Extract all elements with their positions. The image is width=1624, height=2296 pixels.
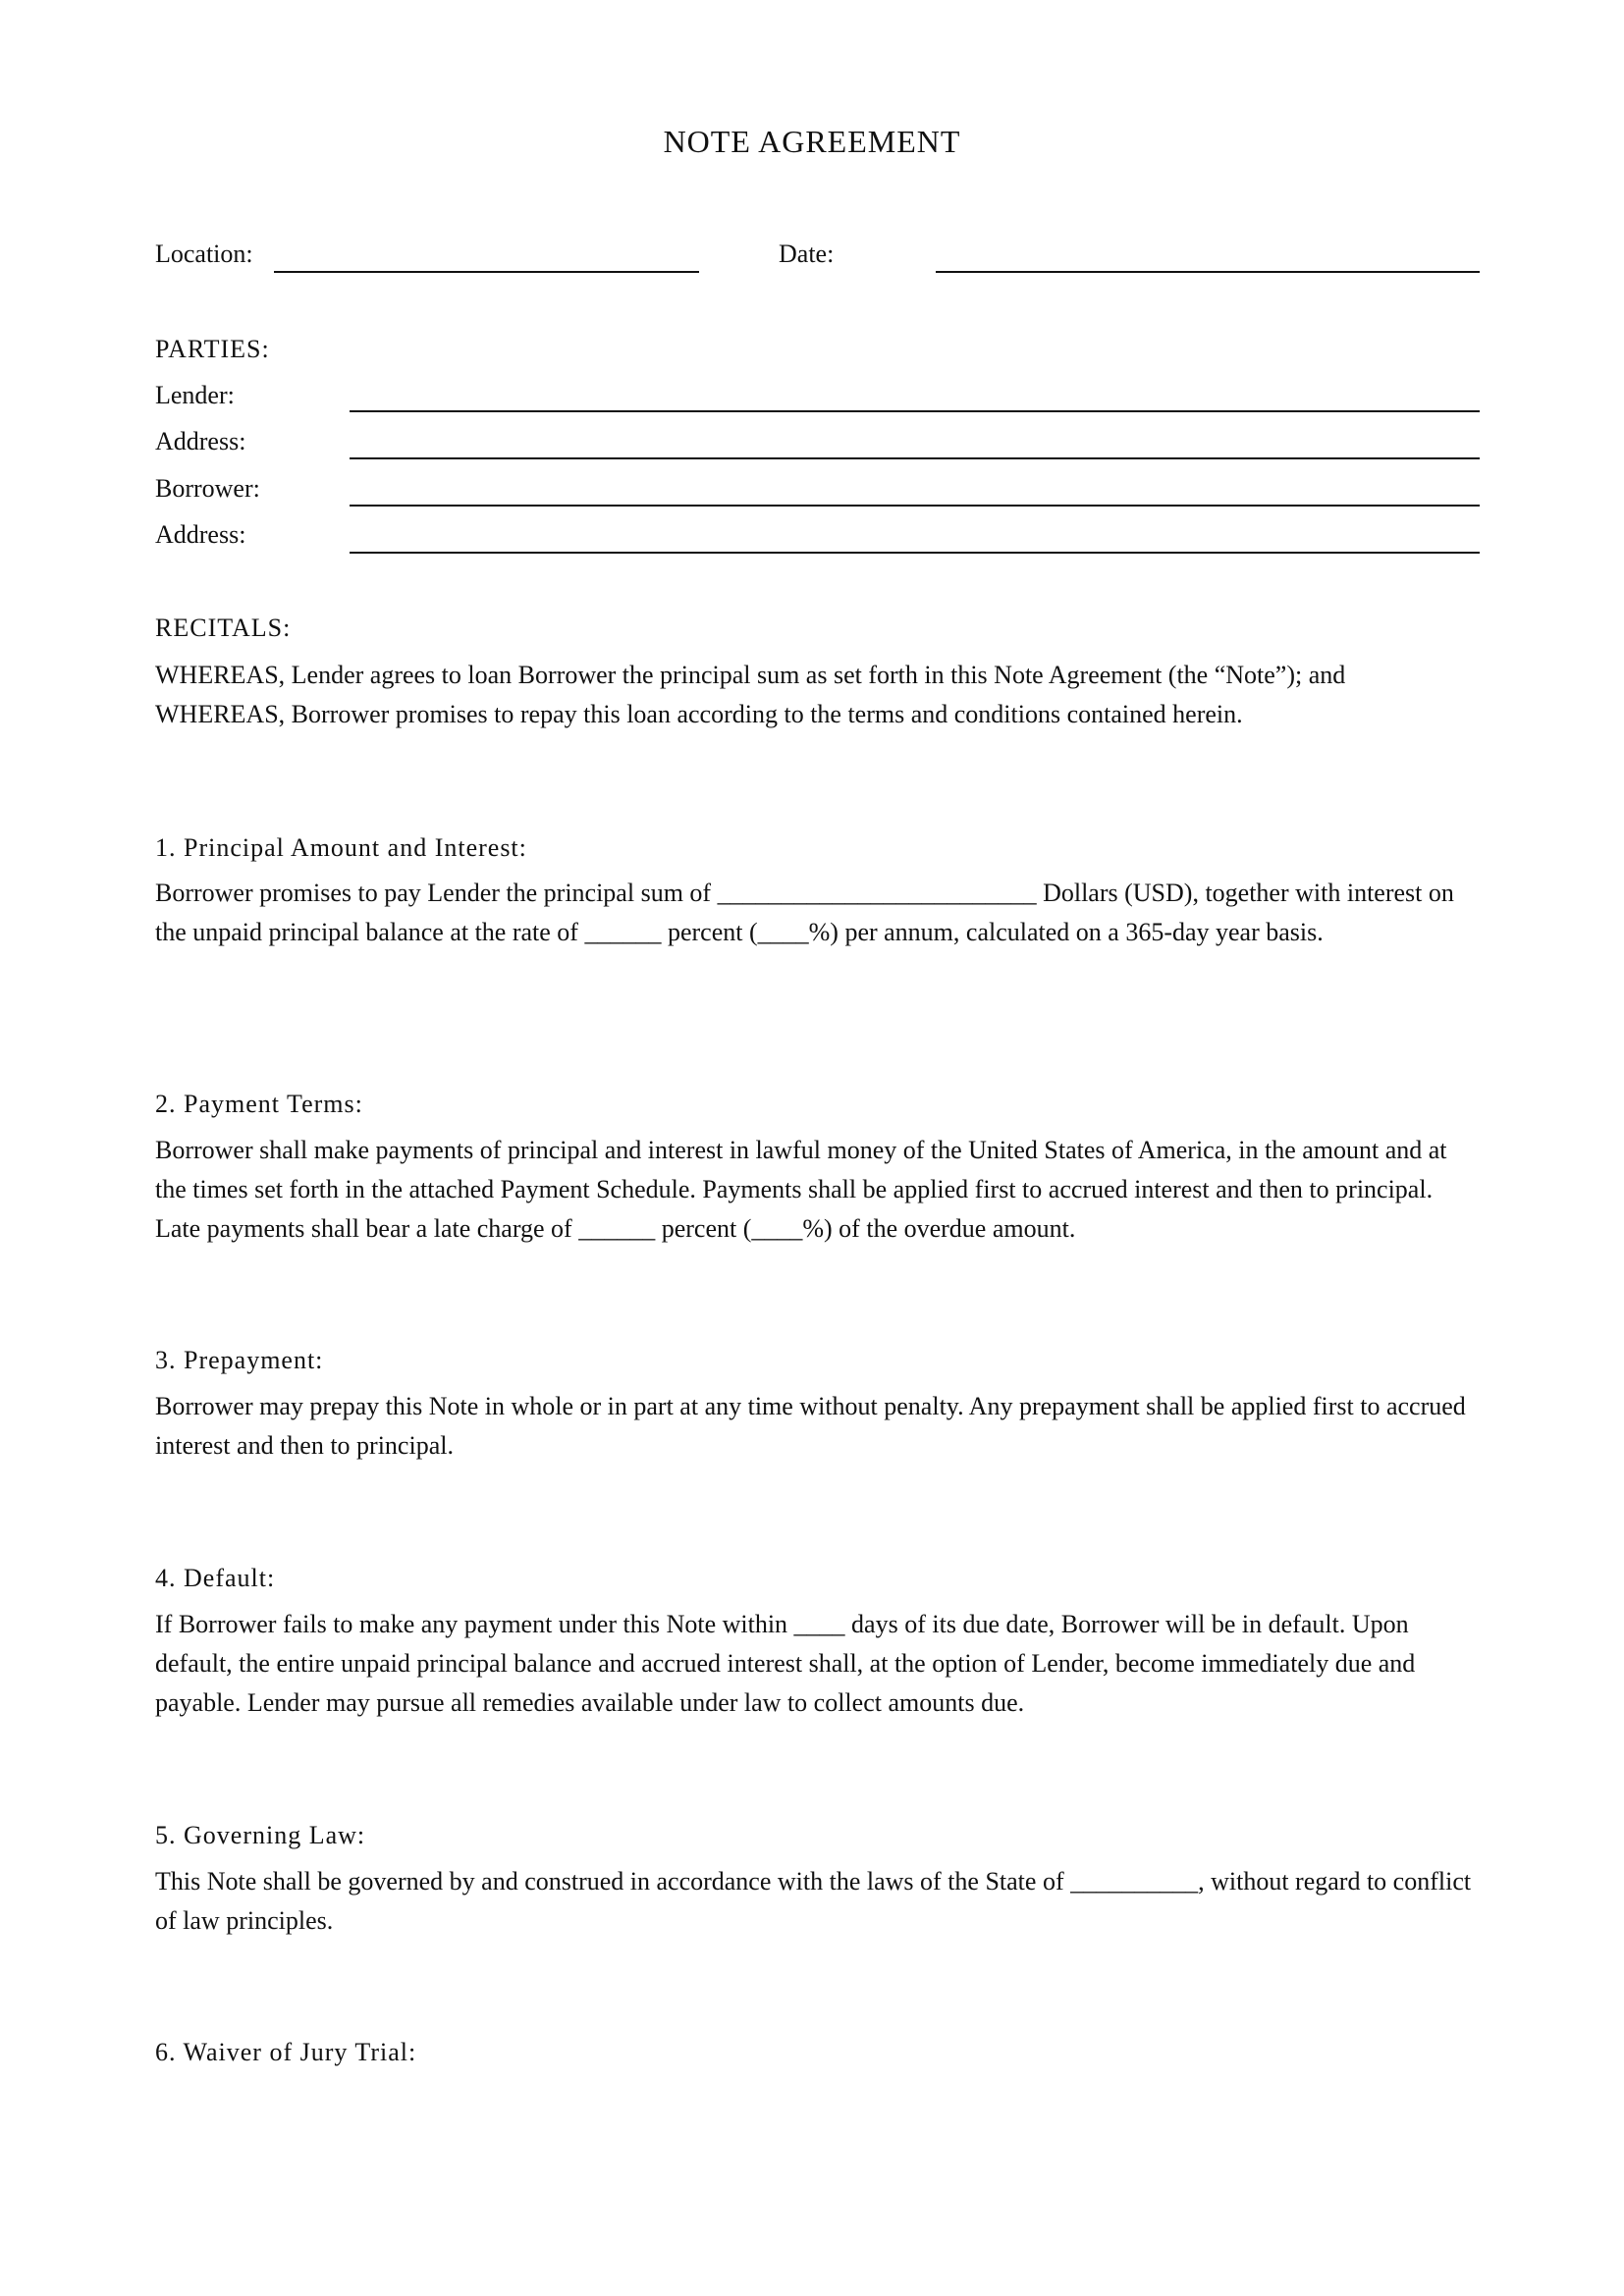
- lender-address-label: Address:: [155, 427, 246, 455]
- section-3-body: Borrower may prepay this Note in whole or in part at any time without penalty. Any prepayment shall be applied first to accrued interest and then to principal.: [155, 1392, 1466, 1460]
- section-2-heading: 2. Payment Terms:: [155, 1090, 363, 1118]
- section-1-heading: 1. Principal Amount and Interest:: [155, 833, 527, 862]
- borrower-label: Borrower:: [155, 474, 260, 503]
- section-5-heading: 5. Governing Law:: [155, 1821, 366, 1849]
- date-field[interactable]: [936, 271, 1480, 273]
- section-4-heading: 4. Default:: [155, 1564, 276, 1592]
- lender-label: Lender:: [155, 381, 235, 409]
- location-label: Location:: [155, 240, 253, 268]
- section-3-heading: 3. Prepayment:: [155, 1346, 324, 1374]
- recitals-heading: RECITALS:: [155, 614, 292, 642]
- parties-heading: PARTIES:: [155, 335, 270, 363]
- section-5-body: This Note shall be governed by and construed in accordance with the laws of the State of __________, without regard to conflict of law principles.: [155, 1867, 1472, 1935]
- date-label: Date:: [779, 240, 835, 268]
- section-6-heading: 6. Waiver of Jury Trial:: [155, 2038, 417, 2066]
- lender-address-field[interactable]: [350, 457, 1480, 459]
- recitals-body: [155, 656, 1483, 734]
- recital-line-1: WHEREAS, Lender agrees to loan Borrower the principal sum as set forth in this Note Agreement (the “Note”); and: [155, 661, 1346, 689]
- borrower-address-field[interactable]: [350, 552, 1480, 554]
- borrower-field[interactable]: [350, 505, 1480, 507]
- recital-line-2: WHEREAS, Borrower promises to repay this loan according to the terms and conditions contained herein.: [155, 700, 1243, 728]
- location-field[interactable]: [274, 271, 699, 273]
- document-title: NOTE AGREEMENT: [663, 124, 961, 159]
- lender-field[interactable]: [350, 410, 1480, 412]
- section-2-body: Borrower shall make payments of principal and interest in lawful money of the United States of America, in the amount and at the times set forth in the attached Payment Schedule. Payments shall be applied first to accrued interest and then to principal. Late payments shall bear a late charge of ______ percent (____%) of the overdue amount.: [155, 1136, 1447, 1243]
- borrower-address-label: Address:: [155, 520, 246, 549]
- section-1-body: Borrower promises to pay Lender the principal sum of _________________________ Dollars (USD), together with interest on the unpaid principal balance at the rate of ______ percent (____%) per annum, calculated on a 365-day year basis.: [155, 879, 1454, 946]
- section-4-body: If Borrower fails to make any payment under this Note within ____ days of its due date, Borrower will be in default. Upon default, the entire unpaid principal balance and accrued interest shall, at the option of Lender, become immediately due and payable. Lender may pursue all remedies available under law to collect amounts due.: [155, 1610, 1416, 1717]
